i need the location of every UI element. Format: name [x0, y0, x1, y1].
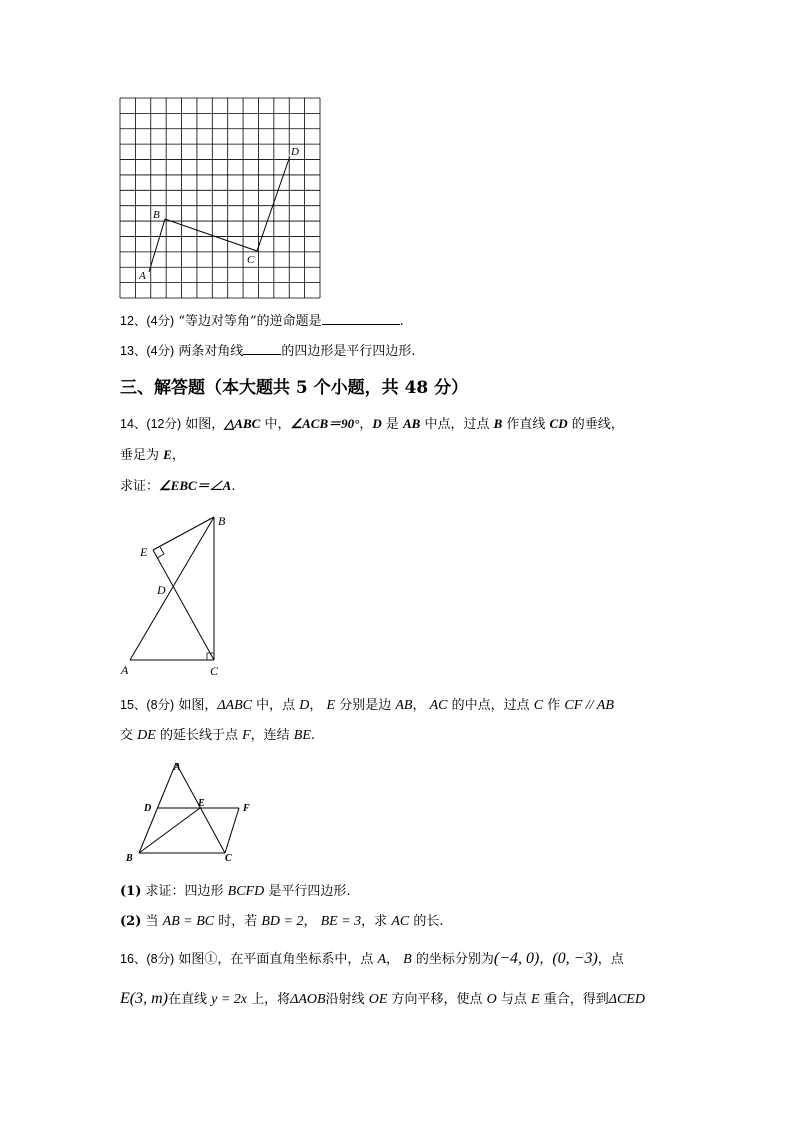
grid-label-a: A: [139, 270, 146, 282]
q15-condition-3: BE = 3: [320, 914, 362, 929]
q16-text: 的坐标分别为: [411, 952, 494, 967]
grid-label-b: B: [153, 209, 160, 221]
q16-text: 沿射线: [325, 992, 369, 1007]
q15-text: ，: [309, 698, 327, 713]
q16-point-e: E: [531, 992, 540, 1007]
q16-number: 16、: [120, 952, 147, 966]
fig15-line-cf: [225, 808, 239, 853]
q15-text: 中，点: [252, 698, 300, 713]
q15-part1-text: 求证：四边形: [145, 884, 228, 899]
q15-segment-be: BE: [293, 728, 311, 743]
q12-text-end: .: [399, 314, 404, 329]
q13-number: 13、: [120, 344, 147, 358]
fig15-label-b: B: [126, 853, 133, 864]
q16-point-b: B: [403, 952, 412, 967]
q14-text: .: [231, 479, 236, 494]
q13-answer-blank[interactable]: [243, 341, 281, 355]
q16-points: (8分): [146, 952, 175, 966]
question-15-line-1: [120, 696, 614, 715]
q13-points: (4分): [146, 344, 175, 358]
q15-segment-de: DE: [137, 728, 156, 743]
q14-point-e: E: [163, 447, 172, 462]
fig15-label-f: F: [243, 803, 250, 814]
q15-parallel: CF // AB: [564, 698, 614, 713]
q14-text: ，: [171, 448, 185, 463]
q13-text-end: 的四边形是平行四边形.: [281, 344, 416, 359]
fig14-label-c: C: [210, 664, 219, 678]
question-15-line-2: [120, 727, 315, 745]
fig14-right-angle-e: [157, 547, 164, 558]
q14-point-d: D: [372, 416, 382, 431]
q15-part2-text: ，求: [361, 914, 392, 929]
q12-answer-blank[interactable]: [322, 311, 400, 325]
q16-point-e-coord: E(3, m): [120, 990, 168, 1007]
q16-text: 与点: [496, 992, 532, 1007]
q15-text: 的中点，过点: [447, 698, 534, 713]
question-14-line-1: [120, 415, 624, 434]
fig15-label-c: C: [225, 853, 232, 864]
q15-text: .: [310, 728, 316, 743]
q14-triangle: △ABC: [224, 416, 261, 431]
q15-number: 15、: [120, 698, 147, 712]
fig14-label-a: A: [121, 663, 129, 677]
polyline-abcd: [149, 156, 290, 272]
q15-points: (8分): [146, 698, 175, 712]
q16-text: ，: [539, 952, 553, 967]
q15-side-ac-target: AC: [391, 914, 410, 929]
q14-point-b: B: [493, 416, 503, 431]
q16-text: ，: [386, 952, 404, 967]
q15-text: 作: [543, 698, 565, 713]
q14-text: 作直线: [502, 417, 550, 432]
fig14-side-ab: [130, 517, 214, 660]
q16-coord-a: (−4, 0): [493, 950, 540, 967]
q12-points: (4分): [146, 314, 175, 328]
q16-text: 在直线: [167, 992, 212, 1007]
q12-text: “等边对等角”的逆命题是: [178, 314, 322, 329]
q15-condition-2: BD = 2: [261, 914, 304, 929]
q14-prove-label: 求证：: [120, 479, 160, 494]
figure-14: [118, 510, 233, 680]
fig14-label-d: D: [157, 583, 166, 597]
q15-side-ac: AC: [429, 698, 448, 713]
fig15-label-e: E: [198, 798, 205, 809]
q15-quad-bcfd: BCFD: [227, 884, 265, 899]
q16-triangle-aob: ΔAOB: [290, 992, 326, 1007]
q15-condition-1: AB = BC: [162, 914, 215, 929]
fig15-label-d: D: [144, 803, 152, 814]
question-16-line-1: [120, 950, 624, 969]
q16-coord-b: (0, −3): [552, 950, 598, 967]
q16-point-o: O: [486, 992, 497, 1007]
q16-ray-oe: OE: [368, 992, 388, 1007]
q14-angle-acb: ∠ACB＝90°: [290, 416, 360, 431]
q14-text: 中，: [260, 417, 291, 432]
q16-text: ，点: [597, 952, 624, 967]
q14-text: 中点，过点: [420, 417, 494, 432]
fig14-label-e: E: [140, 545, 148, 559]
q16-text: 上，将: [247, 992, 291, 1007]
q15-text: 如图，: [178, 698, 218, 713]
q15-triangle: ΔABC: [217, 698, 253, 713]
q15-text: 分别是边: [335, 698, 396, 713]
q15-point-f: F: [242, 728, 251, 743]
q14-claim: ∠EBC＝∠A: [159, 478, 232, 493]
q16-text: 方向平移，使点: [387, 992, 487, 1007]
q14-points: (12分): [146, 417, 182, 431]
figure-15: [122, 757, 257, 865]
q15-part2-label: (2): [120, 914, 142, 929]
q14-number: 14、: [120, 417, 147, 431]
q15-part2-text: 当: [145, 914, 163, 929]
q15-text: ，: [412, 698, 430, 713]
q14-text: 是: [381, 417, 403, 432]
question-14-line-2: [120, 446, 185, 465]
q16-line-equation: y = 2x: [211, 992, 247, 1007]
q15-point-c: C: [533, 698, 544, 713]
q15-part2-text: 时，若: [214, 914, 262, 929]
q15-text: 的延长线于点: [155, 728, 243, 743]
question-16-line-2: [120, 990, 645, 1009]
q14-text: 的垂线，: [567, 417, 624, 432]
q15-part2-text: ，: [303, 914, 321, 929]
grid-figure: [119, 97, 321, 299]
question-15-part-1: [120, 883, 350, 901]
q15-text: 交: [120, 728, 138, 743]
section-title: 三、解答题（本大题共 5 个小题，共 48 分）: [120, 378, 469, 398]
grid-label-d: D: [291, 146, 299, 158]
q15-side-ab: AB: [395, 698, 413, 713]
q14-text: ，: [359, 417, 373, 432]
grid-label-c: C: [247, 254, 255, 266]
q14-text: 如图，: [185, 417, 225, 432]
q14-segment-ab: AB: [403, 416, 421, 431]
q15-text: ，连结: [250, 728, 294, 743]
question-14-line-3: [120, 477, 236, 496]
fig14-label-b: B: [218, 514, 226, 528]
q15-point-e: E: [326, 698, 336, 713]
question-12: [120, 311, 404, 331]
q13-text: 两条对角线: [178, 344, 244, 359]
q16-text: 重合，得到: [539, 992, 609, 1007]
q15-part1-label: (1): [120, 884, 142, 899]
q15-part1-text: 是平行四边形.: [264, 884, 351, 899]
q15-part2-text: 的长.: [409, 914, 444, 929]
q14-text: 垂足为: [120, 448, 164, 463]
q12-number: 12、: [120, 314, 147, 328]
q16-triangle-ced: ΔCED: [608, 992, 645, 1007]
question-13: [120, 341, 415, 361]
question-15-part-2: [120, 913, 443, 931]
q16-text: 如图①，在平面直角坐标系中，点: [178, 952, 378, 967]
q15-point-d: D: [299, 698, 310, 713]
q16-point-a: A: [377, 952, 387, 967]
fig15-label-a: A: [174, 762, 181, 773]
q14-line-cd: CD: [549, 416, 568, 431]
